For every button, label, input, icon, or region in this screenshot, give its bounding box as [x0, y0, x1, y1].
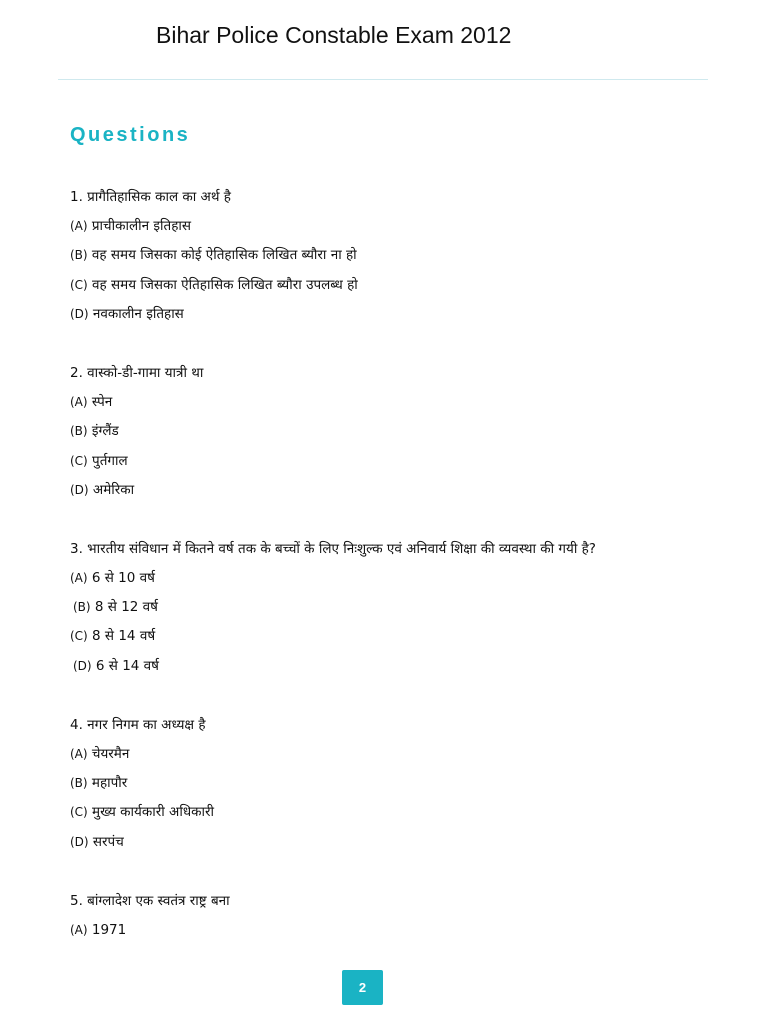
option-text: चेयरमैन [91, 746, 130, 762]
question-2-option-b [70, 417, 730, 446]
question-1 [70, 183, 730, 329]
option-text: वह समय जिसका कोई ऐतिहासिक लिखित ब्यौरा ना हो [91, 247, 357, 264]
question-3-option-d [70, 652, 730, 681]
question-4-option-c [70, 798, 730, 827]
option-text: नवकालीन इतिहास [92, 305, 184, 322]
option-label: (D) [73, 658, 92, 673]
option-text: 6 से 14 वर्ष [95, 657, 159, 674]
option-label: (D) [70, 306, 89, 321]
question-5 [70, 887, 730, 945]
question-1-option-b [70, 241, 730, 270]
option-label: (A) [70, 747, 88, 761]
option-label: (A) [70, 395, 88, 410]
question-3-option-b [70, 593, 730, 622]
option-label: (B) [70, 424, 88, 439]
question-4-option-b [70, 769, 730, 798]
question-list [70, 183, 730, 975]
option-label: (D) [70, 482, 89, 497]
option-label: (B) [73, 600, 91, 615]
section-heading: Questions [70, 124, 191, 146]
question-2-option-a [70, 388, 730, 417]
option-text: पुर्तगाल [92, 452, 128, 469]
option-text: इंग्लैंड [91, 423, 119, 440]
question-2-text: 2. वास्को-डी-गामा यात्री था [70, 364, 204, 381]
question-2-option-c [70, 447, 730, 476]
option-label: (C) [70, 277, 88, 292]
question-4 [70, 711, 730, 857]
question-4-option-d [70, 828, 730, 857]
question-2-option-d [70, 476, 730, 505]
option-label: (B) [70, 248, 88, 263]
question-4-option-a [70, 740, 730, 769]
option-text: सरपंच [92, 833, 124, 850]
option-label: (C) [70, 453, 88, 468]
question-3-option-a [70, 564, 730, 593]
option-text: 8 से 14 वर्ष [92, 628, 156, 645]
option-label: (C) [70, 629, 88, 644]
question-3 [70, 535, 730, 681]
option-text: अमेरिका [92, 481, 135, 498]
question-1-option-a [70, 212, 730, 241]
option-text: प्राचीकालीन इतिहास [91, 218, 192, 235]
option-text: 1971 [91, 921, 127, 938]
option-text: 6 से 10 वर्ष [91, 570, 155, 587]
option-label: (C) [70, 805, 88, 820]
option-text: महापौर [91, 775, 128, 792]
question-5-text: 5. बांग्लादेश एक स्वतंत्र राष्ट्र बना [70, 892, 230, 909]
question-1-option-d [70, 300, 730, 329]
option-text: मुख्य कार्यकारी अधिकारी [92, 804, 215, 821]
option-label: (D) [70, 834, 89, 849]
page-number-badge: 2 [342, 970, 383, 1005]
question-1-option-c [70, 271, 730, 300]
question-1-text: 1. प्रागैतिहासिक काल का अर्थ है [70, 189, 231, 205]
option-label: (A) [70, 219, 88, 234]
option-text: स्पेन [91, 394, 113, 411]
option-text: 8 से 12 वर्ष [94, 599, 158, 616]
question-5-option-a [70, 916, 730, 945]
option-text: वह समय जिसका ऐतिहासिक लिखित ब्यौरा उपलब्ध हो [92, 276, 358, 293]
question-2 [70, 359, 730, 505]
question-3-option-c [70, 622, 730, 651]
question-4-text: 4. नगर निगम का अध्यक्ष है [70, 716, 206, 733]
option-label: (A) [70, 922, 88, 937]
option-label: (B) [70, 776, 88, 791]
option-label: (A) [70, 571, 88, 586]
question-3-text: 3. भारतीय संविधान में कितने वर्ष तक के बच्चों के लिए निःशुल्क एवं अनिवार्य शिक्षा की व्यवस्था की गयी है? [70, 540, 596, 557]
header-divider [58, 79, 708, 80]
document-title: Bihar Police Constable Exam 2012 [156, 22, 512, 48]
